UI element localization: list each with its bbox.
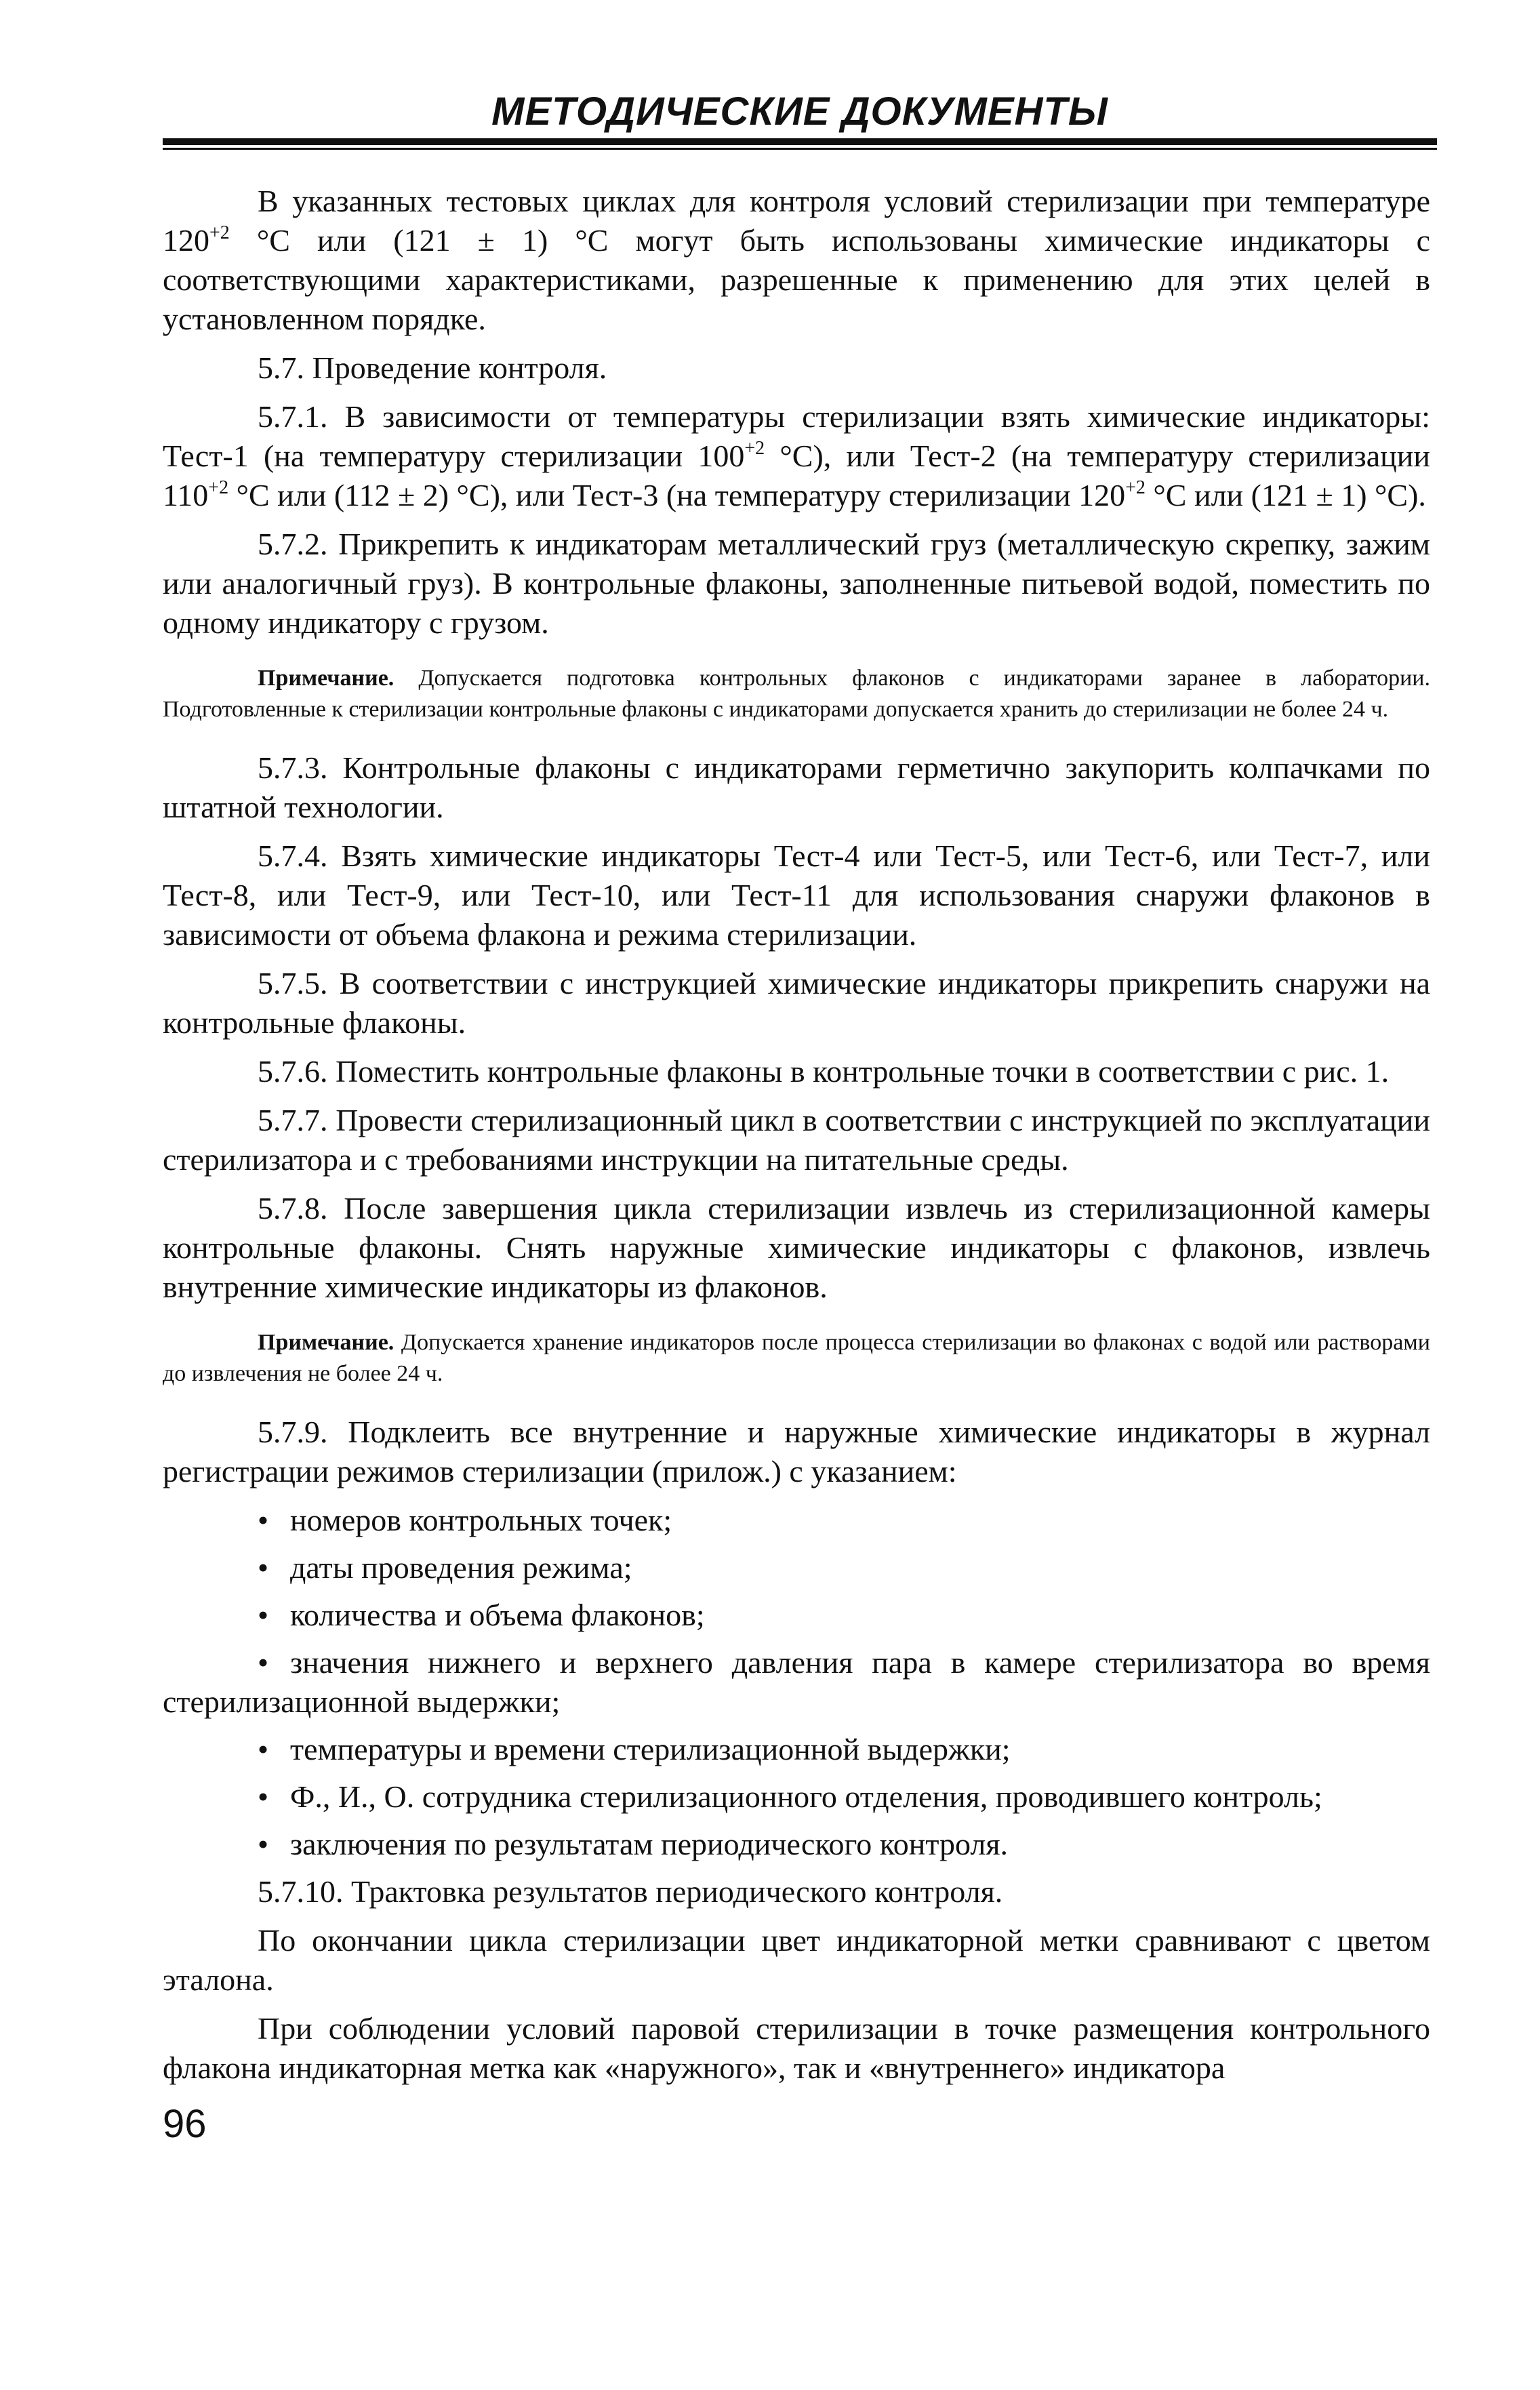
- list-item: [163, 1777, 1430, 1817]
- note-2: [163, 1327, 1430, 1390]
- bullet-icon: •: [258, 1645, 269, 1680]
- body-text: [163, 182, 1430, 2097]
- paragraph-end-1: По окончании цикла стерилизации цвет индикаторной метки сравнивают с цветом эталона.: [163, 1923, 1430, 1997]
- note-label: Примечание.: [258, 666, 394, 691]
- header-rule-thick: [163, 138, 1437, 145]
- superscript: +2: [209, 222, 230, 243]
- text-run: °С или (112 ± 2) °С), или Тест-3 (на температуру стерилизации 120: [228, 478, 1126, 512]
- list-item: [163, 1501, 1430, 1540]
- superscript: +2: [1125, 477, 1146, 498]
- section-5-7-4: 5.7.4. Взять химические индикаторы Тест-4 или Тест-5, или Тест-6, или Тест-7, или Тест-8, или Тест-9, или Тест-10, или Тест-11 для использования снаружи флаконов в зависимости от объема флакона и режима стерилизации.: [163, 838, 1430, 952]
- note-text: Допускается хранение индикаторов после процесса стерилизации во флаконах с водой или растворами до извлечения не более 24 ч.: [163, 1330, 1430, 1386]
- paragraph-intro: [163, 182, 1430, 339]
- note-text: Допускается подготовка контрольных флаконов с индикаторами заранее в лаборатории. Подготовленные к стерилизации контрольные флаконы с индикаторами допускается хранить до стерилизации не более 24 ч.: [163, 666, 1430, 722]
- list-item: [163, 1643, 1430, 1722]
- header-rule-thin: [163, 148, 1437, 150]
- section-5-7-1: [163, 397, 1430, 515]
- section-5-7-2: 5.7.2. Прикрепить к индикаторам металлический груз (металлическую скрепку, зажим или аналогичный груз). В контрольные флаконы, заполненные питьевой водой, поместить по одному индикатору с грузом.: [163, 527, 1430, 640]
- section-5-7-8: 5.7.8. После завершения цикла стерилизации извлечь из стерилизационной камеры контрольные флаконы. Снять наружные химические индикаторы с флаконов, извлечь внутренние химические индикаторы из флаконов.: [163, 1191, 1430, 1304]
- running-header: МЕТОДИЧЕСКИЕ ДОКУМЕНТЫ: [491, 89, 1108, 134]
- section-5-7-9: 5.7.9. Подклеить все внутренние и наружные химические индикаторы в журнал регистрации режимов стерилизации (прилож.) с указанием:: [163, 1415, 1430, 1488]
- section-5-7-3: 5.7.3. Контрольные флаконы с индикаторами герметично закупорить колпачками по штатной технологии.: [163, 750, 1430, 824]
- text-run: °С или (121 ± 1) °С).: [1145, 478, 1426, 512]
- bullet-icon: •: [258, 1827, 269, 1861]
- list-item-text: номеров контрольных точек;: [290, 1503, 672, 1537]
- list-item-text: количества и объема флаконов;: [290, 1598, 705, 1632]
- text-run: 5.7.1. В зависимости от температуры стерилизации взять химические индикаторы: Тест-1 (на температуру стерилизации 100: [163, 399, 1430, 473]
- bullet-icon: •: [258, 1503, 269, 1537]
- list-item-text: значения нижнего и верхнего давления пара в камере стерилизатора во время стерилизационной выдержки;: [163, 1645, 1430, 1719]
- page-number: 96: [163, 2102, 207, 2146]
- note-1: [163, 663, 1430, 725]
- superscript: +2: [744, 438, 765, 459]
- section-5-7-10: 5.7.10. Трактовка результатов периодического контроля.: [258, 1874, 1003, 1909]
- bullet-icon: •: [258, 1732, 269, 1766]
- text-run: В указанных тестовых циклах для контроля условий стерилизации при температуре 120: [163, 184, 1430, 258]
- section-5-7-7: 5.7.7. Провести стерилизационный цикл в соответствии с инструкцией по эксплуатации стерилизатора и с требованиями инструкции на питательные среды.: [163, 1103, 1430, 1177]
- list-item-text: температуры и времени стерилизационной выдержки;: [290, 1732, 1011, 1766]
- list-item-text: Ф., И., О. сотрудника стерилизационного отделения, проводившего контроль;: [290, 1779, 1322, 1814]
- section-5-7-5: 5.7.5. В соответствии с инструкцией химические индикаторы прикрепить снаружи на контрольные флаконы.: [163, 966, 1430, 1040]
- section-5-7-6: 5.7.6. Поместить контрольные флаконы в контрольные точки в соответствии с рис. 1.: [258, 1054, 1390, 1089]
- list-item-text: даты проведения режима;: [290, 1550, 632, 1585]
- superscript: +2: [208, 477, 229, 498]
- list-item-text: заключения по результатам периодического контроля.: [290, 1827, 1008, 1861]
- paragraph-end-2: При соблюдении условий паровой стерилизации в точке размещения контрольного флакона индикаторная метка как «наружного», так и «внутреннего» индикатора: [163, 2011, 1430, 2085]
- list-item: [163, 1548, 1430, 1587]
- bullet-icon: •: [258, 1779, 269, 1814]
- list-item: [163, 1596, 1430, 1635]
- list-item: [163, 1730, 1430, 1769]
- bullet-icon: •: [258, 1550, 269, 1585]
- text-run: °С или (121 ± 1) °С могут быть использованы химические индикаторы с соответствующими характеристиками, разрешенные к применению для этих целей в установленном порядке.: [163, 223, 1430, 336]
- bullet-icon: •: [258, 1598, 269, 1632]
- list-item: [163, 1825, 1430, 1864]
- section-5-7: 5.7. Проведение контроля.: [258, 350, 607, 385]
- note-label: Примечание.: [258, 1330, 394, 1355]
- text-run: °С), или Тест-2 (на температуру стерилизации 110: [163, 439, 1431, 512]
